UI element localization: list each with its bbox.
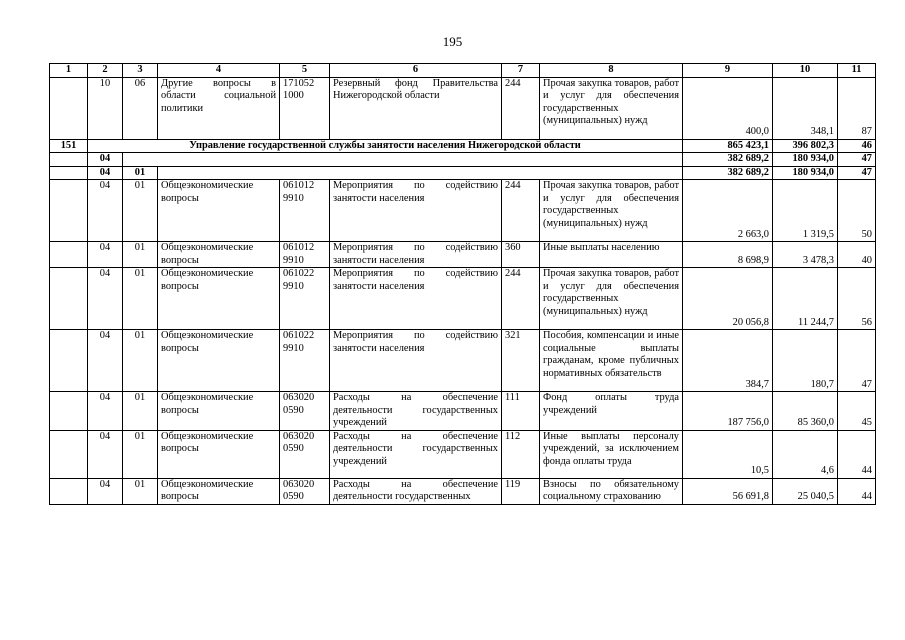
cell-c6: Мероприятия по содействию занятости населения bbox=[330, 242, 502, 268]
cell-c2: 04 bbox=[88, 153, 123, 167]
subtotal-row bbox=[50, 166, 876, 180]
cell-c4: Общеэкономические вопросы bbox=[158, 430, 280, 478]
table-row bbox=[50, 330, 876, 392]
cell-c11: 47 bbox=[838, 330, 876, 392]
subtotal-row bbox=[50, 153, 876, 167]
cell-c5: 061022 9910 bbox=[280, 330, 330, 392]
cell-c6: Расходы на обеспечение деятельности государственных учреждений bbox=[330, 430, 502, 478]
cell-c11: 47 bbox=[838, 153, 876, 167]
cell-c11: 44 bbox=[838, 430, 876, 478]
cell-c8: Иные выплаты персоналу учреждений, за исключением фонда оплаты труда bbox=[540, 430, 683, 478]
header-cell: 10 bbox=[773, 64, 838, 78]
cell-c7: 244 bbox=[502, 180, 540, 242]
cell-c1 bbox=[50, 166, 88, 180]
cell-c2: 04 bbox=[88, 330, 123, 392]
cell-c11: 45 bbox=[838, 392, 876, 431]
header-cell: 3 bbox=[123, 64, 158, 78]
cell-c11: 50 bbox=[838, 180, 876, 242]
cell-c1 bbox=[50, 77, 88, 139]
cell-c1 bbox=[50, 430, 88, 478]
cell-c2: 04 bbox=[88, 478, 123, 504]
cell-c4: Общеэкономические вопросы bbox=[158, 180, 280, 242]
header-cell: 8 bbox=[540, 64, 683, 78]
table-row bbox=[50, 478, 876, 504]
cell-c3: 01 bbox=[123, 430, 158, 478]
cell-c5: 061012 9910 bbox=[280, 180, 330, 242]
cell-c9: 2 663,0 bbox=[683, 180, 773, 242]
cell-c7: 111 bbox=[502, 392, 540, 431]
cell-c3: 01 bbox=[123, 166, 158, 180]
cell-c10: 3 478,3 bbox=[773, 242, 838, 268]
page-number: 195 bbox=[442, 34, 463, 49]
table-row bbox=[50, 268, 876, 330]
cell-c3: 01 bbox=[123, 392, 158, 431]
header-cell: 2 bbox=[88, 64, 123, 78]
cell-c7: 321 bbox=[502, 330, 540, 392]
cell-c2: 04 bbox=[88, 242, 123, 268]
cell-c2: 04 bbox=[88, 166, 123, 180]
cell-c1: 151 bbox=[50, 139, 88, 153]
cell-c10: 180,7 bbox=[773, 330, 838, 392]
cell-c3: 01 bbox=[123, 478, 158, 504]
cell-c7: 244 bbox=[502, 268, 540, 330]
cell-c10: 180 934,0 bbox=[773, 166, 838, 180]
cell-c3: 01 bbox=[123, 268, 158, 330]
cell-c9: 10,5 bbox=[683, 430, 773, 478]
cell-c6: Мероприятия по содействию занятости населения bbox=[330, 180, 502, 242]
cell-c10: 348,1 bbox=[773, 77, 838, 139]
cell-c10: 180 934,0 bbox=[773, 153, 838, 167]
cell-c1 bbox=[50, 478, 88, 504]
budget-table bbox=[49, 63, 876, 505]
cell-c3: 01 bbox=[123, 242, 158, 268]
cell-c7: 244 bbox=[502, 77, 540, 139]
cell-c9: 20 056,8 bbox=[683, 268, 773, 330]
cell-c11: 47 bbox=[838, 166, 876, 180]
cell-c5: 061022 9910 bbox=[280, 268, 330, 330]
header-cell: 5 bbox=[280, 64, 330, 78]
cell-c1 bbox=[50, 392, 88, 431]
cell-c6: Мероприятия по содействию занятости населения bbox=[330, 268, 502, 330]
cell-c9: 8 698,9 bbox=[683, 242, 773, 268]
cell-c9: 384,7 bbox=[683, 330, 773, 392]
cell-c8: Прочая закупка товаров, работ и услуг для обеспечения государственных (муниципальных) нужд bbox=[540, 180, 683, 242]
cell-c7: 119 bbox=[502, 478, 540, 504]
cell-c8: Пособия, компенсации и иные социальные выплаты гражданам, кроме публичных нормативных обязательств bbox=[540, 330, 683, 392]
header-cell: 1 bbox=[50, 64, 88, 78]
header-cell: 4 bbox=[158, 64, 280, 78]
cell-c4: Общеэкономические вопросы bbox=[158, 478, 280, 504]
section-row bbox=[50, 139, 876, 153]
cell-c10: 11 244,7 bbox=[773, 268, 838, 330]
cell-c11: 46 bbox=[838, 139, 876, 153]
section-title: Управление государственной службы занятости населения Нижегородской области bbox=[88, 139, 683, 153]
table-row bbox=[50, 430, 876, 478]
table-row bbox=[50, 77, 876, 139]
cell-c2: 04 bbox=[88, 268, 123, 330]
header-cell: 7 bbox=[502, 64, 540, 78]
cell-c2: 04 bbox=[88, 430, 123, 478]
cell-c9: 187 756,0 bbox=[683, 392, 773, 431]
header-row bbox=[50, 64, 876, 78]
cell-c9: 400,0 bbox=[683, 77, 773, 139]
cell-c5: 063020 0590 bbox=[280, 392, 330, 431]
cell-c3: 06 bbox=[123, 77, 158, 139]
header-cell: 6 bbox=[330, 64, 502, 78]
cell-c9: 382 689,2 bbox=[683, 153, 773, 167]
cell-c7: 360 bbox=[502, 242, 540, 268]
cell-c5: 171052 1000 bbox=[280, 77, 330, 139]
table-row bbox=[50, 242, 876, 268]
cell-c5: 063020 0590 bbox=[280, 430, 330, 478]
cell-c5: 063020 0590 bbox=[280, 478, 330, 504]
cell-c2: 10 bbox=[88, 77, 123, 139]
cell-c3: 01 bbox=[123, 180, 158, 242]
header-cell: 9 bbox=[683, 64, 773, 78]
cell-c8: Прочая закупка товаров, работ и услуг для обеспечения государственных (муниципальных) нужд bbox=[540, 77, 683, 139]
cell-c1 bbox=[50, 330, 88, 392]
cell-c4: Общеэкономические вопросы bbox=[158, 330, 280, 392]
cell-empty bbox=[123, 153, 683, 167]
cell-c1 bbox=[50, 153, 88, 167]
cell-c8: Фонд оплаты труда учреждений bbox=[540, 392, 683, 431]
cell-c4: Общеэкономические вопросы bbox=[158, 268, 280, 330]
cell-c9: 56 691,8 bbox=[683, 478, 773, 504]
cell-c10: 1 319,5 bbox=[773, 180, 838, 242]
cell-c6: Резервный фонд Правительства Нижегородской области bbox=[330, 77, 502, 139]
cell-c11: 44 bbox=[838, 478, 876, 504]
cell-c4: Общеэкономические вопросы bbox=[158, 242, 280, 268]
cell-c2: 04 bbox=[88, 180, 123, 242]
cell-c1 bbox=[50, 268, 88, 330]
cell-c9: 865 423,1 bbox=[683, 139, 773, 153]
cell-c2: 04 bbox=[88, 392, 123, 431]
cell-c5: 061012 9910 bbox=[280, 242, 330, 268]
table-row bbox=[50, 180, 876, 242]
cell-c3: 01 bbox=[123, 330, 158, 392]
cell-c10: 25 040,5 bbox=[773, 478, 838, 504]
cell-c10: 396 802,3 bbox=[773, 139, 838, 153]
cell-c8: Иные выплаты населению bbox=[540, 242, 683, 268]
cell-c7: 112 bbox=[502, 430, 540, 478]
cell-c10: 4,6 bbox=[773, 430, 838, 478]
cell-c11: 56 bbox=[838, 268, 876, 330]
cell-c8: Взносы по обязательному социальному страхованию bbox=[540, 478, 683, 504]
cell-c6: Мероприятия по содействию занятости населения bbox=[330, 330, 502, 392]
cell-c11: 87 bbox=[838, 77, 876, 139]
cell-c8: Прочая закупка товаров, работ и услуг для обеспечения государственных (муниципальных) нужд bbox=[540, 268, 683, 330]
cell-c6: Расходы на обеспечение деятельности государственных bbox=[330, 478, 502, 504]
header-cell: 11 bbox=[838, 64, 876, 78]
cell-c11: 40 bbox=[838, 242, 876, 268]
cell-c6: Расходы на обеспечение деятельности государственных учреждений bbox=[330, 392, 502, 431]
cell-c1 bbox=[50, 242, 88, 268]
cell-c9: 382 689,2 bbox=[683, 166, 773, 180]
cell-empty bbox=[158, 166, 683, 180]
table-row bbox=[50, 392, 876, 431]
cell-c4: Другие вопросы в области социальной политики bbox=[158, 77, 280, 139]
cell-c1 bbox=[50, 180, 88, 242]
cell-c10: 85 360,0 bbox=[773, 392, 838, 431]
cell-c4: Общеэкономические вопросы bbox=[158, 392, 280, 431]
